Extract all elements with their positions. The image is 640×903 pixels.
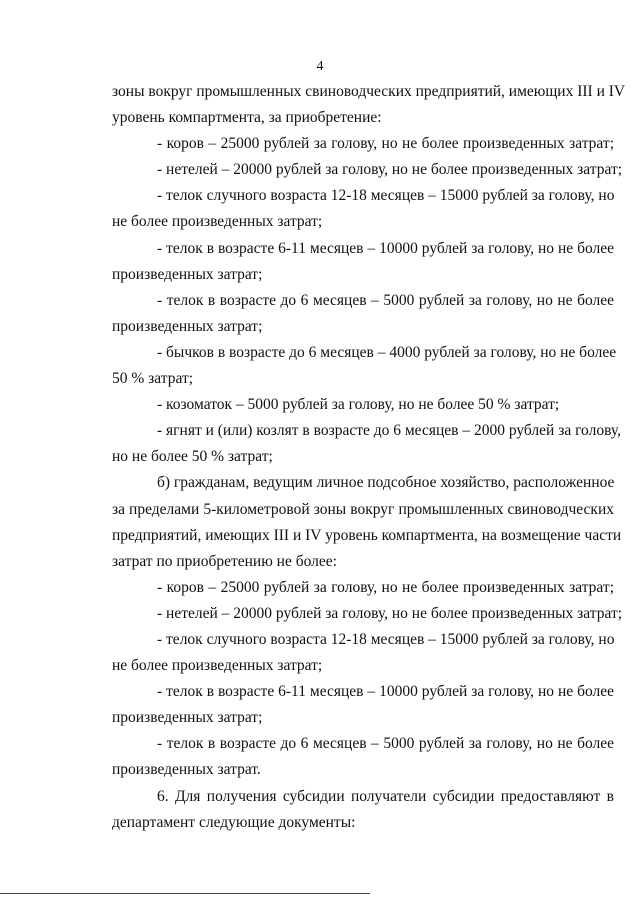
text-line: зоны вокруг промышленных свиноводческих предприятий, имеющих III и IV [112, 83, 626, 100]
text-line: произведенных затрат; [112, 709, 263, 727]
text-line: предприятий, имеющих III и IV уровень компартмента, на возмещение части [112, 526, 622, 544]
text-line: - ягнят и (или) козлят в возрасте до 6 месяцев – 2000 рублей за голову, [157, 422, 621, 440]
text-line: - телок в возрасте 6-11 месяцев – 10000 рублей за голову, но не более [157, 239, 614, 257]
footer-divider [0, 893, 370, 894]
text-line: - козоматок – 5000 рублей за голову, но не более 50 % затрат; [157, 396, 560, 414]
text-line: но не более 50 % затрат; [112, 448, 273, 466]
document-body [112, 79, 626, 836]
text-line: - бычков в возрасте до 6 месяцев – 4000 рублей за голову, но не более [157, 343, 617, 361]
text-line: затрат по приобретению не более: [112, 552, 337, 570]
text-line: уровень компартмента, за приобретение: [112, 109, 382, 127]
text-line: за пределами 5-километровой зоны вокруг промышленных свиноводческих [112, 500, 614, 518]
text-line: не более произведенных затрат; [112, 213, 323, 231]
text-line: 6. Для получения субсидии получатели субсидии предоставляют в [157, 787, 614, 805]
page-number: 4 [316, 59, 324, 74]
text-line: - телок в возрасте до 6 месяцев – 5000 рублей за голову, но не более [157, 735, 614, 753]
text-line: - телок в возрасте 6-11 месяцев – 10000 рублей за голову, но не более [157, 683, 614, 701]
text-line: - нетелей – 20000 рублей за голову, но не более произведенных затрат; [157, 604, 623, 622]
text-line: - коров – 25000 рублей за голову, но не более произведенных затрат; [157, 578, 614, 596]
text-line: - нетелей – 20000 рублей за голову, но не более произведенных затрат; [157, 161, 623, 179]
text-line: б) гражданам, ведущим личное подсобное хозяйство, расположенное [157, 474, 615, 492]
text-line: - телок в возрасте до 6 месяцев – 5000 рублей за голову, но не более [157, 291, 614, 309]
text-line: произведенных затрат; [112, 265, 263, 283]
text-line: не более произведенных затрат; [112, 657, 323, 675]
text-line: - телок случного возраста 12-18 месяцев – 15000 рублей за голову, но [157, 630, 615, 648]
text-line: - телок случного возраста 12-18 месяцев – 15000 рублей за голову, но [157, 187, 615, 205]
text-line: - коров – 25000 рублей за голову, но не более произведенных затрат; [157, 135, 614, 153]
text-line: 50 % затрат; [112, 370, 194, 388]
text-line: департамент следующие документы: [112, 813, 356, 831]
text-line: произведенных затрат; [112, 317, 263, 335]
text-line: произведенных затрат. [112, 761, 261, 779]
